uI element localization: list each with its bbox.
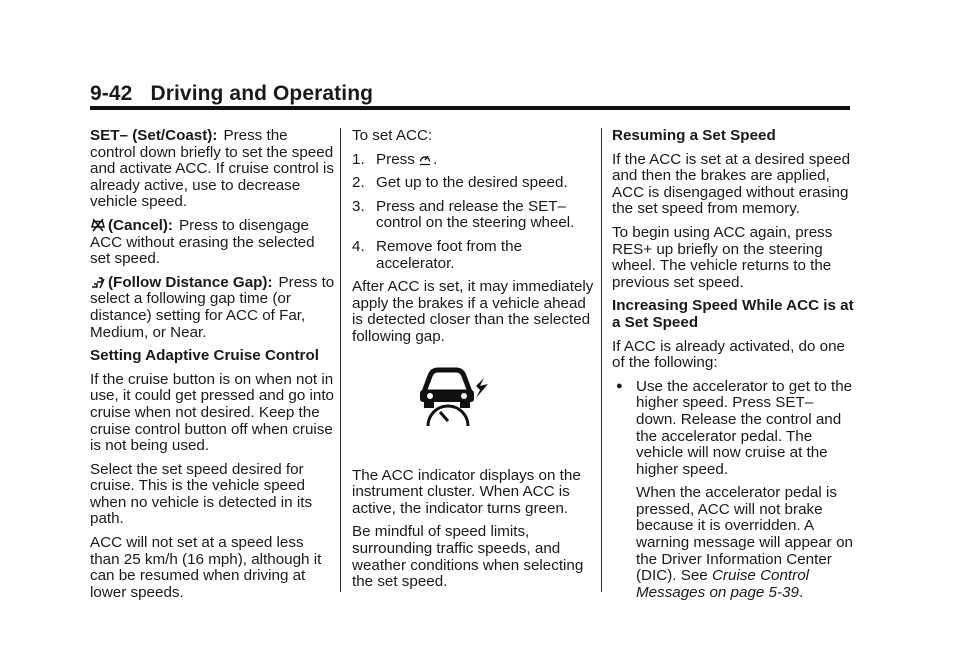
paragraph: The ACC indicator displays on the instrument cluster. When ACC is active, the indicator turns green. bbox=[352, 466, 581, 517]
column-2 bbox=[352, 128, 597, 598]
follow-distance-gap-icon bbox=[90, 275, 106, 289]
paragraph: If ACC is already activated, do one of the following: bbox=[612, 337, 846, 372]
header-rule bbox=[90, 106, 850, 110]
cancel-definition: (Cancel): Press to disengage ACC without erasing the selected set speed. bbox=[90, 216, 315, 268]
steps-list bbox=[352, 152, 597, 273]
increase-speed-heading: Increasing Speed While ACC is at a Set Speed bbox=[612, 297, 854, 331]
cross-reference-link[interactable]: Cruise Control Messages on page 5-39 bbox=[636, 567, 810, 601]
cancel-icon bbox=[90, 218, 106, 232]
cruise-control-icon bbox=[419, 152, 431, 166]
bullet-subparagraph: When the accelerator pedal is pressed, ACC will not brake because it is overridden. A warning message will appear on the Driver Information Center (DIC). See Cruise Control Messages on page 5-39. bbox=[636, 484, 853, 601]
column-divider bbox=[601, 128, 602, 592]
set-coast-definition: SET– (Set/Coast): Press the control down briefly to set the speed and activate ACC. If cruise control is already active, use to decrease vehicle speed. bbox=[90, 127, 334, 211]
to-set-intro: To set ACC: bbox=[352, 127, 433, 144]
list-item: 3. Press and release the SET– control on the steering wheel. bbox=[352, 197, 575, 232]
list-item: 4. Remove foot from the accelerator. bbox=[352, 237, 523, 272]
cancel-term: (Cancel): bbox=[108, 216, 173, 234]
paragraph: If the ACC is set at a desired speed and then the brakes are applied, ACC is disengaged without erasing the set speed from memory. bbox=[612, 150, 851, 218]
paragraph: Be mindful of speed limits, surrounding traffic speeds, and weather conditions when selecting the set speed. bbox=[352, 523, 584, 591]
column-1 bbox=[90, 128, 335, 608]
section-title: Driving and Operating bbox=[150, 82, 374, 105]
bullet-icon: ● bbox=[616, 379, 623, 392]
paragraph: If the cruise button is on when not in use, it could get pressed and go into cruise when not desired. Keep the cruise control button off when cruise is not being used. bbox=[90, 370, 335, 455]
setting-acc-heading: Setting Adaptive Cruise Control bbox=[90, 347, 319, 365]
list-item: 1. Press . bbox=[352, 150, 438, 168]
paragraph: To begin using ACC again, press RES+ up briefly on the steering wheel. The vehicle returns to the previous set speed. bbox=[612, 223, 833, 291]
follow-gap-definition: (Follow Distance Gap): Press to select a following gap time (or distance) setting for ACC of Far, Medium, or Near. bbox=[90, 273, 335, 341]
page-number: 9-42 bbox=[90, 82, 133, 105]
list-item: ● Use the accelerator to get to the higher speed. Press SET– down. Release the control and the accelerator pedal. The vehicle will now cruise at the higher speed. bbox=[616, 377, 853, 478]
page-header bbox=[90, 82, 373, 106]
bullet-list bbox=[612, 379, 857, 479]
follow-gap-term: (Follow Distance Gap): bbox=[108, 273, 273, 291]
acc-indicator-icon bbox=[410, 354, 490, 434]
paragraph: Select the set speed desired for cruise. This is the vehicle speed when no vehicle is detected in its path. bbox=[90, 460, 313, 528]
acc-indicator-figure bbox=[352, 354, 597, 450]
resume-heading: Resuming a Set Speed bbox=[612, 127, 776, 144]
paragraph: ACC will not set at a speed less than 25 km/h (16 mph), although it can be resumed when driving at lower speeds. bbox=[90, 534, 322, 601]
set-coast-term: SET– (Set/Coast): bbox=[90, 127, 218, 144]
column-3 bbox=[612, 128, 857, 608]
list-item: 2. Get up to the desired speed. bbox=[352, 174, 568, 192]
paragraph: After ACC is set, it may immediately apply the brakes if a vehicle ahead is detected closer than the selected following gap. bbox=[352, 278, 594, 345]
column-divider bbox=[340, 128, 341, 592]
